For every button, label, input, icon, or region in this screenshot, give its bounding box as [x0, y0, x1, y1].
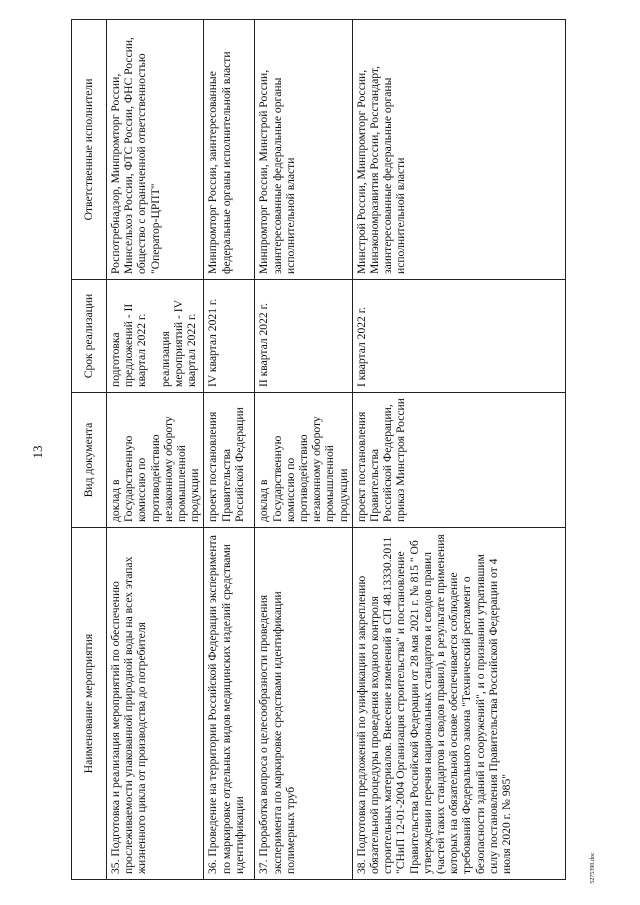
row-35-deadline-implementation: реализация мероприятий - IV квартал 2022 г.	[158, 300, 199, 387]
table-row	[255, 20, 352, 880]
header-name: Наименование мероприятия	[72, 528, 107, 880]
row-37-deadline: II квартал 2022 г.	[255, 280, 352, 393]
table-header-row	[72, 20, 107, 880]
row-36-deadline: IV квартал 2021 г.	[204, 280, 255, 393]
row-36-doc-type: проект постановления Правительства Российской Федерации	[204, 393, 255, 528]
table-row	[352, 20, 565, 880]
header-executors: Ответственные исполнители	[72, 20, 107, 280]
row-36-executors: Минпромторг России, заинтересованные федеральные органы исполнительной власти	[204, 20, 255, 280]
row-36-name: 36. Проведение на территории Российской Федерации эксперимента по маркировке отдельных видов медицинских изделий средствами идентификации	[204, 528, 255, 880]
header-doc-type: Вид документа	[72, 393, 107, 528]
row-38-deadline: I квартал 2022 г.	[352, 280, 565, 393]
row-35-executors: Роспотребнадзор, Минпромторг России, Минсельхоз России, ФТС России, ФНС России, общество с ограниченной ответственностью "Оператор-ЦРПТ"	[107, 20, 204, 280]
measures-table	[71, 19, 566, 880]
rotated-table-container	[71, 20, 521, 880]
table-row	[204, 20, 255, 880]
row-38-name: 38. Подготовка предложений по унификации и закреплению обязательной процедуры проведения входного контроля строительных материалов. Внесение изменений в СП 48.13330.2011 "СНиП 12-01-2004 Организация строительства" и постановление Правительства Российской Федерации от 28 мая 2021 г. № 815 " Об утверждении перечня национальных стандартов и сводов правил (частей таких стандартов и сводов правил), в результате применения которых на обязательной основе обеспечивается соблюдение требований Федерального закона "Технический регламент о безопасности зданий и сооружений", и о признании утратившим силу постановления Правительства Российской Федерации от 4 июля 2020 г. № 985"	[352, 528, 565, 880]
row-37-executors: Минпромторг России, Минстрой России, заинтересованные федеральные органы исполнительной власти	[255, 20, 352, 280]
row-35-doc-type: доклад в Государственную комиссию по противодействию незаконному обороту промышленной продукции	[107, 393, 204, 528]
row-38-doc-type: проект постановления Правительства Российской Федерации, приказ Минстроя России	[352, 393, 565, 528]
document-reference: 5275390.doc	[590, 852, 596, 884]
table-row	[107, 20, 204, 880]
page-number: 13	[30, 445, 45, 459]
row-35-deadline	[107, 280, 204, 393]
row-37-doc-type: доклад в Государственную комиссию по противодействию незаконному обороту промышленной продукции	[255, 393, 352, 528]
row-38-executors: Минстрой России, Минпромторг России, Минэкономразвития России, Росстандарт, заинтересованные федеральные органы исполнительной власти	[352, 20, 565, 280]
row-37-name: 37. Проработка вопроса о целесообразности проведения эксперимента по маркировке средствами идентификации полимерных труб	[255, 528, 352, 880]
row-35-name: 35. Подготовка и реализация мероприятий по обеспечению прослеживаемости упакованной природной воды на всех этапах жизненного цикла от производства до потребителя	[107, 528, 204, 880]
header-deadline: Срок реализации	[72, 280, 107, 393]
row-35-deadline-preparation: подготовка предложений - II квартал 2022 г.	[109, 303, 149, 387]
